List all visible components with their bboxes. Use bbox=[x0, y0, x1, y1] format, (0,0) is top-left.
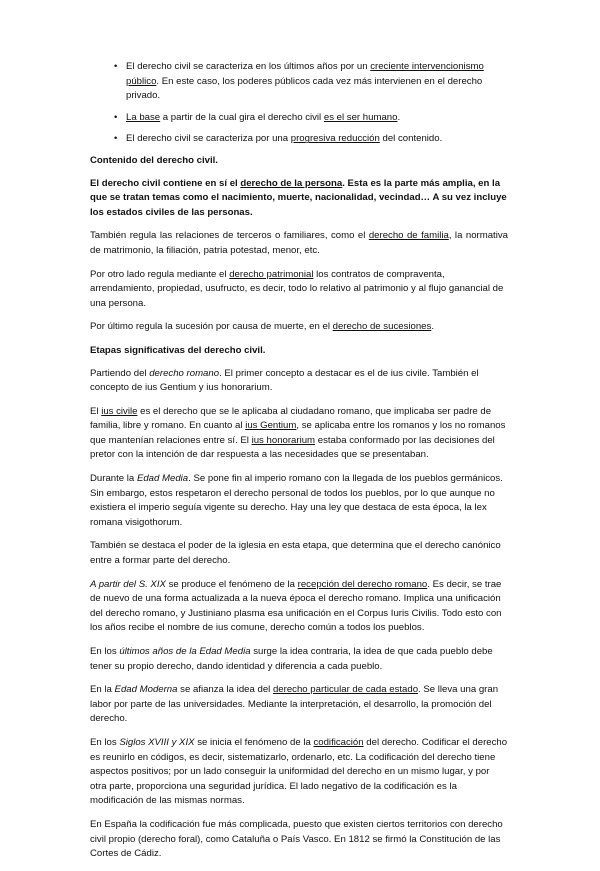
paragraph: También se destaca el poder de la iglesia en esta etapa, que determina que el derecho canónico entre a formar parte del derecho. bbox=[90, 540, 501, 567]
list-item: • El derecho civil se caracteriza por una progresiva reducción del contenido. bbox=[90, 132, 508, 147]
list-item: • El derecho civil se caracteriza en los últimos años por un creciente intervencionismo público. En este caso, los poderes públicos cada vez más intervienen en el derecho privado. bbox=[114, 61, 484, 102]
paragraph: En España la codificación fue más complicada, puesto que existen ciertos territorios con derecho civil propio (derecho foral), como Cataluña o País Vasco. En 1812 se firmó la Constitución de las Cortes de Cádiz. bbox=[90, 818, 503, 860]
paragraph: También regula las relaciones de terceros o familiares, como el derecho de familia, la normativa de matrimonio, la filiación, patria potestad, menor, etc. bbox=[90, 230, 508, 256]
paragraph: Por otro lado regula mediante el derecho patrimonial los contratos de compraventa, arrendamiento, propiedad, usufructo, es decir, todo lo relativo al patrimonio y al flujo ganancial de una persona. bbox=[90, 268, 504, 309]
paragraph: Por último regula la sucesión por causa de muerte, en el derecho de sucesiones. bbox=[90, 321, 434, 333]
bullet-icon: • bbox=[114, 111, 118, 123]
paragraph: El ius civile es el derecho que se le aplicaba al ciudadano romano, que implicaba ser padre de familia, libre y romano. En cuanto al ius Gentium, se aplicaba entre los romanos y los no romanos que mantenían relaciones entre sí. El ius honorarium estaba conformado por las decisiones del pretor con la intención de dar respuesta a las necesidades que se presentaban. bbox=[90, 405, 506, 461]
bullet-list bbox=[90, 60, 508, 147]
paragraph: El derecho civil contiene en sí el derecho de la persona. Esta es la parte más amplia, en la que se tratan temas como el nacimiento, muerte, nacionalidad, vecindad… A su vez incluye los estados civiles de las personas. bbox=[90, 177, 507, 218]
paragraph: En la Edad Moderna se afianza la idea del derecho particular de cada estado. Se lleva una gran labor por parte de las universidades. Mediante la interpretación, el desarrollo, la promoción del derecho. bbox=[90, 684, 499, 725]
bullet-icon: • bbox=[114, 133, 118, 145]
paragraph: A partir del S. XIX se produce el fenómeno de la recepción del derecho romano. Es decir, se trae de nuevo de una forma actualizada a la nueva época el derecho romano. Implica una unificación del derecho romano, y Justiniano plasma esa unificación en el Corpus Iuris Civilis. Todo esto con los años recibe el nombre de ius comune, derecho común a todos los pueblos. bbox=[90, 578, 502, 634]
document-body bbox=[90, 60, 508, 871]
list-item: • La base a partir de la cual gira el derecho civil es el ser humano. bbox=[90, 111, 508, 126]
paragraph: Partiendo del derecho romano. El primer concepto a destacar es el de ius civile. También el concepto de ius Gentium y ius honorarium. bbox=[90, 367, 479, 394]
paragraph: En los Siglos XVIII y XIX se inicia el fenómeno de la codificación del derecho. Codificar el derecho es reunirlo en códigos, es decir, sistematizarlo, ordenarlo, etc. La codificación del derecho tiene aspectos positivos; por un lado conseguir la uniformidad del derecho en un mismo lugar, y por otra parte, proporciona una seguridad jurídica. El lado negativo de la codificación es la modificación de las mismas normas. bbox=[90, 736, 508, 807]
paragraph: Durante la Edad Media. Se pone fin al imperio romano con la llegada de los pueblos germánicos. Sin embargo, estos respetaron el derecho personal de todos los pueblos, por lo que aunque no existiera el imperio seguía vigente su derecho. Hay una ley que destaca de esta época, la lex romana visigothorum. bbox=[90, 473, 503, 528]
section-heading-contenido: Contenido del derecho civil. bbox=[90, 154, 218, 166]
paragraph: En los últimos años de la Edad Media surge la idea contraria, la idea de que cada pueblo debe tener su propio derecho, dando identidad y diferencia a cada pueblo. bbox=[90, 646, 493, 672]
bullet-icon: • bbox=[114, 61, 118, 72]
section-heading-etapas: Etapas significativas del derecho civil. bbox=[90, 344, 266, 356]
